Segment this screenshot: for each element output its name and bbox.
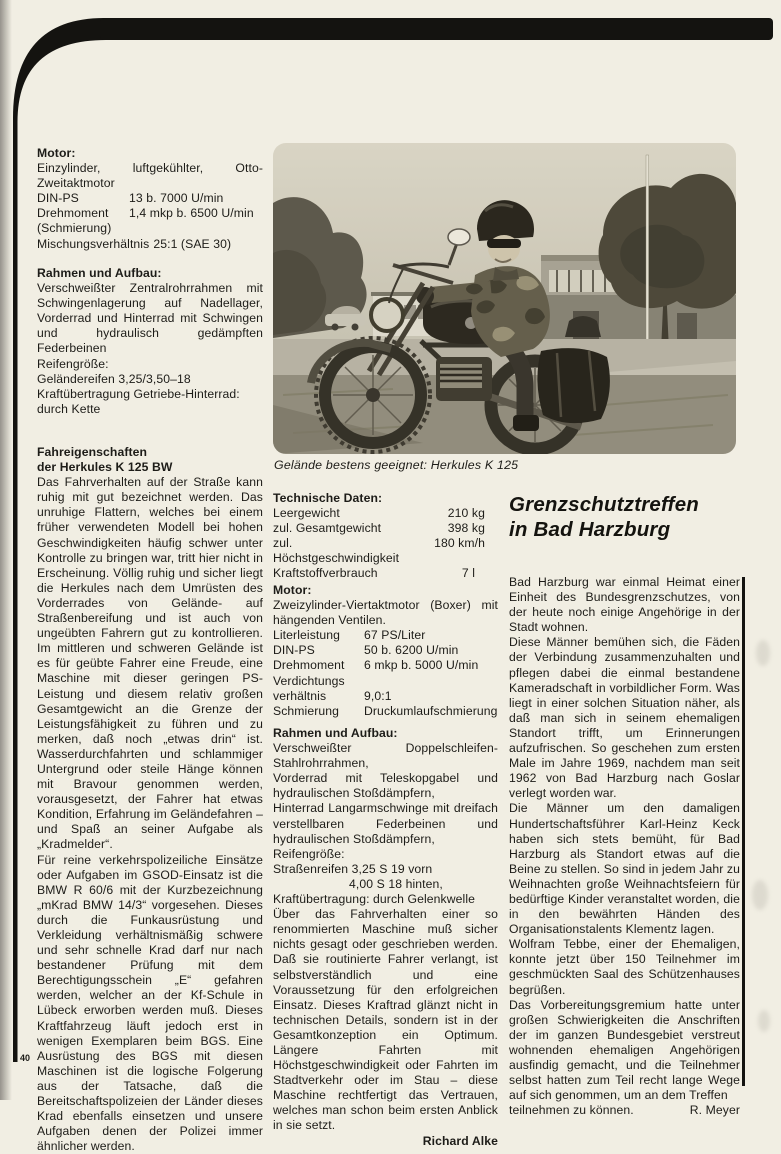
page-number: 40: [20, 1053, 31, 1063]
spec-intro: Zweizylinder-Viertaktmotor (Boxer) mit hängenden Ventilen.: [273, 598, 498, 628]
spec-heading: Motor:: [273, 583, 312, 597]
spec-label: zul. Gesamtgewicht: [273, 521, 382, 536]
spec-paragraph: Hinterrad Langarmschwinge mit dreifach verstellbaren Federbeinen und hydraulischen Stoßdämpfern,: [273, 801, 498, 846]
spec-label: DIN-PS: [273, 643, 315, 658]
article-paragraph: Das Fahrverhalten auf der Straße kann ruhig mit gut bezeichnet werden. Das unruhige Flattern, welches bei einem früher verwendeten Modell bei hohen Geschwindigkeiten häufig schwer unter Kontrolle zu bringen war, tritt hier nicht in Erscheinung. Völlig ruhig und sicher liegt die Herkules nach dem Umrüsten des Vorderrades von Gelände- auf Straßenbereifung und ist auch von ungeübten Fahrern gut zu kontrollieren. Im mittleren und schweren Gelände ist es für geübte Fahrer eine Freude, eine Maschine mit dieser geringen PS-Leistung und diesem relativ großen Gesamtgewicht an die Grenze der Leistungsfähigkeit zu führen und zu merken, daß noch „etwas drin“ ist. Wasserdurchfahrten und schlammiger Untergrund oder steile Hänge können mit Bravour genommen werden, vorausgesetzt, der Fahrer hat etwas Kondition, Erfahrung im Geländefahren – und Spaß an seiner Aufgabe als „Kradmelder“.: [37, 475, 263, 852]
right-column-rule: [742, 577, 745, 1086]
spec-block-motor-bmw: [273, 583, 498, 719]
photo-sepia-overlay: [273, 143, 736, 454]
spec-row: [273, 506, 485, 521]
article-paragraph: Diese Männer bemühen sich, die Fäden der Verbindung zusammenzuhalten und pflegen dabei die einmal bestandene Kameradschaft in vorbildlicher Form. Was liegt in einer solchen Situation näher, als daß man sich in seinem ehemaligen Standort trifft, um Erinnerungen aufzufrischen. So geschehen zum ersten Male im Jahre 1969, nachdem man seit 1962 von Bad Harzburg nach Goslar verlegt worden war.: [509, 635, 740, 801]
article-grenzschutztreffen: [509, 575, 740, 1118]
article-fahreigenschaften: [37, 445, 263, 1154]
author-byline: Richard Alke: [422, 1133, 498, 1148]
spec-label: (Schmierung): [37, 221, 112, 236]
spec-label: Literleistung: [273, 628, 341, 643]
spec-row: [273, 704, 498, 719]
spec-row: [273, 674, 498, 689]
spec-row: [37, 221, 263, 236]
spec-heading: Rahmen und Aufbau:: [37, 266, 162, 280]
article-paragraph: Wolfram Tebbe, einer der Ehemaligen, konnte jetzt über 150 Teilnehmer im geschmückten Saal des Schützenhauses begrüßen.: [509, 937, 740, 997]
spec-line: Straßenreifen 3,25 S 19 vorn: [273, 861, 433, 876]
spec-label: DIN-PS: [37, 191, 79, 206]
spec-value: 210 kg: [447, 506, 485, 521]
spec-value: 6 mkp b. 5000 U/min: [364, 658, 479, 673]
spec-label: Mischungsverhältnis: [37, 236, 150, 251]
spec-label: Kraftstoffverbrauch: [273, 566, 378, 581]
spec-line: Kraftübertragung Getriebe-Hinterrad: durch Kette: [37, 386, 240, 416]
spec-label: Verdichtungs: [273, 673, 345, 688]
article-heading-line: der Herkules K 125 BW: [37, 460, 173, 475]
spec-row: [273, 689, 498, 704]
article-heading-line: Fahreigenschaften: [37, 445, 148, 459]
spec-paragraph: Verschweißter Doppelschleifen-Stahlrohrrahmen,: [273, 741, 498, 771]
spec-value: 50 b. 6200 U/min: [364, 643, 459, 658]
spec-row: [273, 643, 498, 658]
article-paragraph: Für reine verkehrspolizeiliche Einsätze oder Aufgaben im GSOD-Einsatz ist die BMW R 60/6 mit der Kurzbezeichnung „mKrad BMW 14/3“ vorgesehen. Dieses durch die Funkausrüstung und Verkleidung verhältnismäßig schwere und sehr schnelle Krad darf nur nach bestandener Prüfung mit dem Berechtigungsschein „E“ gefahren werden, welcher an der Kf-Schule in Lübeck erworben werden muß. Dieses Kraftfahrzeug läuft jedoch erst in wenigen Exemplaren beim BGS. Eine Ausrüstung des BGS mit diesen Maschinen ist die logische Folgerung aus der Tatsache, daß die Bereitschaftspolizeien der Länder dieses Krad ebenfalls einsetzen und unsere Aufgaben denen der Polizei immer ähnlicher werden.: [37, 852, 263, 1154]
spec-line: Kraftübertragung: durch Gelenkwelle: [273, 892, 475, 907]
spec-value: 25:1 (SAE 30): [153, 236, 232, 251]
spec-value: 13 b. 7000 U/min: [129, 191, 224, 206]
spec-row: [37, 237, 263, 252]
spec-block-rahmen: [37, 266, 263, 417]
spec-line: Geländereifen 3,25/3,50–18: [37, 371, 191, 386]
spec-row: [273, 566, 485, 581]
article-title-line: Grenzschutztreffen: [509, 493, 700, 516]
author-byline: R. Meyer: [689, 1103, 740, 1118]
spec-heading: Technische Daten:: [273, 491, 383, 505]
spec-heading: Rahmen und Aufbau:: [273, 726, 398, 740]
spec-line: Reifengröße:: [273, 846, 345, 861]
spec-block-rahmen-bmw: [273, 726, 498, 1149]
spec-block-motor: [37, 146, 263, 252]
spec-label: Drehmoment: [273, 658, 345, 673]
spec-line: Reifengröße:: [37, 356, 109, 371]
photo-caption: Gelände bestens geeignet: Herkules K 125: [274, 458, 519, 472]
spec-row: [273, 521, 485, 536]
article-last-line: [509, 1103, 740, 1118]
spec-value: 9,0:1: [364, 688, 392, 703]
spec-label: Drehmoment: [37, 206, 109, 221]
spec-value: Druckumlaufschmierung: [364, 703, 498, 718]
spec-value: 7 l: [461, 566, 475, 581]
article-paragraph: Über das Fahrverhalten einer so renommierten Maschine muß sicher nichts gesagt oder geschrieben werden. Daß sie routinierte Fahrer verlangt, ist selbstverständlich und eine Voraussetzung für den erfolgreichen Einsatz. Dieses Kraftrad glänzt nicht in technischen Details, sondern ist in der Gesamtkonzeption ein Optimum. Längere Fahrten mit Höchstgeschwindigkeit oder Fahrten im Stadtverkehr oder im Stau – diese Maschine rechtfertigt das Vertrauen, welches man schon beim ersten Anblick in sie setzt.: [273, 907, 498, 1133]
spec-value: 1,4 mkp b. 6500 U/min: [129, 206, 254, 221]
spec-value: 67 PS/Liter: [364, 628, 426, 643]
spec-line: 4,00 S 18 hinten,: [349, 876, 443, 891]
spec-paragraph: Vorderrad mit Teleskopgabel und hydraulischen Stoßdämpfern,: [273, 771, 498, 801]
spec-block-technische-daten: [273, 491, 485, 582]
article-last-line-text: teilnehmen zu können.: [509, 1103, 634, 1118]
spec-heading: Motor:: [37, 146, 76, 160]
spec-paragraph: Verschweißter Zentralrohrrahmen mit Schwingenlagerung auf Nadellager, Vorderrad und Hinterrad mit Schwingen und hydraulisch gedämpften Federbeinen: [37, 281, 263, 356]
spec-label: Leergewicht: [273, 506, 340, 521]
spec-label: Schmierung: [273, 703, 340, 718]
spec-label: zul. Höchstgeschwindigkeit: [273, 536, 400, 566]
motorcycle-photo-illustration: [273, 143, 736, 454]
motorcycle-photo: [273, 143, 736, 454]
spec-label: verhältnis: [273, 688, 327, 703]
article-paragraph: Bad Harzburg war einmal Heimat einer Einheit des Bundesgrenzschutzes, von der heute noch einige Angehörige in der Stadt wohnen.: [509, 575, 740, 635]
spec-row: [273, 658, 498, 673]
top-horizontal-bar: [100, 18, 773, 40]
article-title-line: in Bad Harzburg: [509, 518, 671, 541]
spec-row: [37, 191, 263, 206]
spec-value: 398 kg: [447, 521, 485, 536]
article-paragraph: Das Vorbereitungsgremium hatte unter großen Schwierigkeiten die Anschriften der im ganzen Bundesgebiet verstreut wohnenden ehemaligen Angehörigen ausfindig gemacht, und die Teilnehmer selbst hatten zum Teil recht lange Wege auf sich genommen, um an dem Treffen: [509, 997, 740, 1103]
spec-value: 180 km/h: [434, 536, 485, 551]
spec-row: [273, 536, 485, 566]
article-paragraph: Die Männer um den damaligen Hundertschaftsführer Karl-Heinz Keck haben sich stets bemüht, für Bad Harzburg als Standort etwas auf die Beine zu stellen. So sind in jedem Jahr zu Weihnachten große Weihnachtsfeiern für bedürftige Kinder veranstaltet worden, die in den bewährten Händen des Organisationstalents Klementz lagen.: [509, 801, 740, 937]
spec-intro: Einzylinder, luftgekühlter, Otto-Zweitaktmotor: [37, 161, 263, 191]
spec-row: [37, 206, 263, 221]
article-title: [509, 492, 749, 542]
spec-row: [273, 628, 498, 643]
